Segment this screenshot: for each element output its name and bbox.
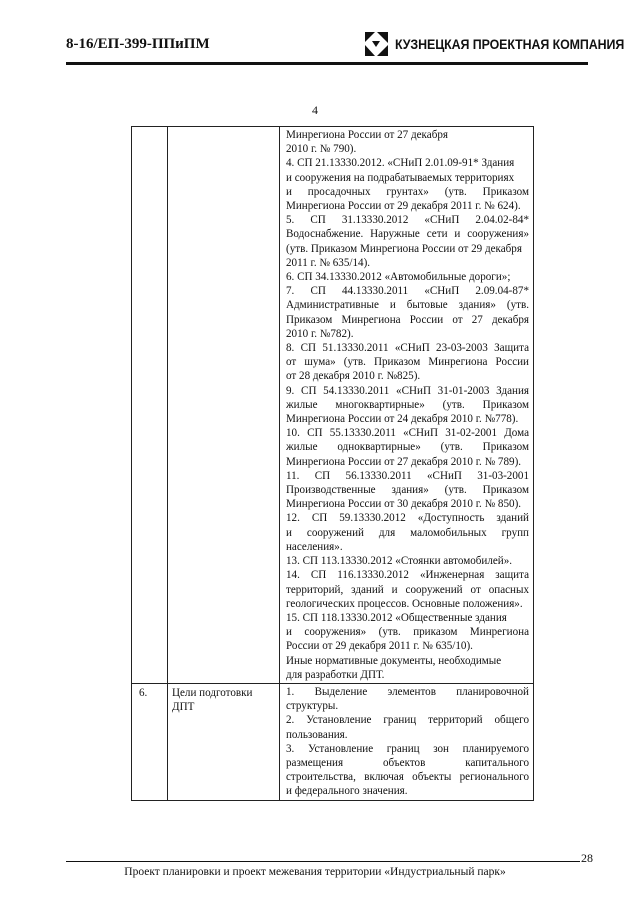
table-row: [132, 683, 534, 800]
text-line: и сооружений для маломобильных групп: [286, 526, 529, 539]
text-line: Минрегиона России от 27 декабря 2010 г. № 789).: [286, 455, 522, 468]
text-line: Административные и бытовые здания» (утв.: [286, 299, 529, 312]
text-line: от 28 декабря 2010 г. №825).: [286, 370, 421, 383]
footer-page-number: 28: [581, 851, 593, 865]
table-row: [132, 127, 534, 684]
page-header: [66, 28, 625, 60]
text-line: жилые многоквартирные» (утв. Приказом: [286, 398, 529, 411]
text-line: населения».: [286, 540, 343, 553]
text-line: 1. Выделение элементов планировочной: [286, 685, 529, 698]
row-number-cell: 6.: [132, 683, 168, 800]
text-line: 5. СП 31.13330.2012 «СНиП 2.04.02-84*: [286, 214, 529, 227]
text-line: от шума» (утв. Приказом Минрегиона России: [286, 356, 529, 369]
text-line: для разработки ДПТ.: [286, 668, 385, 681]
company-logo-icon: [363, 31, 389, 62]
row-title-cell: [168, 127, 280, 684]
text-line: структуры.: [286, 700, 339, 713]
text-line: 2. Установление границ территорий общего: [286, 714, 529, 727]
row-title-cell: [168, 683, 280, 800]
text-line: 15. СП 118.13330.2012 «Общественные здания: [286, 611, 507, 624]
row-number-cell: [132, 127, 168, 684]
text-line: 11. СП 56.13330.2011 «СНиП 31-03-2001: [286, 469, 529, 482]
header-rule: [66, 62, 588, 65]
text-line: пользования.: [286, 728, 348, 741]
text-line: 7. СП 44.13330.2011 «СНиП 2.09.04-87*: [286, 285, 529, 298]
text-line: и просадочных грунтах» (утв. Приказом: [286, 185, 529, 198]
text-line: 14. СП 116.13330.2012 «Инженерная защита: [286, 569, 529, 582]
document-code: 8-16/ЕП-399-ППиПМ: [66, 36, 210, 52]
text-line: Водоснабжение. Наружные сети и сооружения»: [286, 228, 529, 241]
text-line: 2010 г. № 790).: [286, 143, 357, 156]
row-content-cell: [280, 683, 534, 800]
row-title-line: Цели подготовки: [172, 686, 253, 699]
requirements-table: [131, 126, 534, 801]
company-name: КУЗНЕЦКАЯ ПРОЕКТНАЯ КОМПАНИЯ: [395, 37, 625, 52]
text-line: 10. СП 55.13330.2011 «СНиП 31-02-2001 Дома: [286, 427, 529, 440]
text-line: (утв. Приказом Минрегиона России от 29 декабря: [286, 242, 522, 255]
text-line: геологических процессов. Основные положения».: [286, 597, 523, 610]
text-line: строительства, включая объекты регионального: [286, 771, 529, 784]
text-line: 9. СП 54.13330.2011 «СНиП 31-01-2003 Здания: [286, 384, 529, 397]
text-line: Минрегиона России от 24 декабря 2010 г. №778).: [286, 413, 519, 426]
footer-rule: [66, 861, 580, 862]
text-line: и сооружения» (утв. приказом Минрегиона: [286, 626, 529, 639]
text-line: 12. СП 59.13330.2012 «Доступность зданий: [286, 512, 529, 525]
footer-title: Проект планировки и проект межевания территории «Индустриальный парк»: [124, 866, 506, 878]
text-line: Иные нормативные документы, необходимые: [286, 654, 502, 667]
page-number: 4: [312, 103, 318, 117]
text-line: 2011 г. № 635/14).: [286, 256, 371, 269]
text-line: 3. Установление границ зон планируемого: [286, 742, 529, 755]
text-line: Минрегиона России от 29 декабря 2011 г. № 624).: [286, 200, 521, 213]
text-line: Производственные здания» (утв. Приказом: [286, 484, 529, 497]
text-line: Приказом Минрегиона России от 27 декабря: [286, 313, 529, 326]
text-line: России от 29 декабря 2011 г. № 635/10).: [286, 640, 473, 653]
text-line: и федерального значения.: [286, 785, 408, 798]
text-line: 2010 г. №782).: [286, 327, 354, 340]
text-line: жилые одноквартирные» (утв. Приказом: [286, 441, 529, 454]
text-line: Минрегиона России от 30 декабря 2010 г. № 850).: [286, 498, 522, 511]
text-line: 13. СП 113.13330.2012 «Стоянки автомобилей».: [286, 555, 513, 568]
text-line: 4. СП 21.13330.2012. «СНиП 2.01.09-91* Здания: [286, 157, 515, 170]
text-line: территорий, зданий и сооружений от опасных: [286, 583, 529, 596]
text-line: 8. СП 51.13330.2011 «СНиП 23-03-2003 Защита: [286, 342, 529, 355]
text-line: 6. СП 34.13330.2012 «Автомобильные дороги»;: [286, 271, 511, 284]
text-line: размещения объектов капитального: [286, 756, 529, 769]
row-content-cell: [280, 127, 534, 684]
text-line: и сооружения на подрабатываемых территориях: [286, 171, 515, 184]
row-title-line: ДПТ: [172, 701, 195, 714]
text-line: Минрегиона России от 27 декабря: [286, 129, 448, 141]
